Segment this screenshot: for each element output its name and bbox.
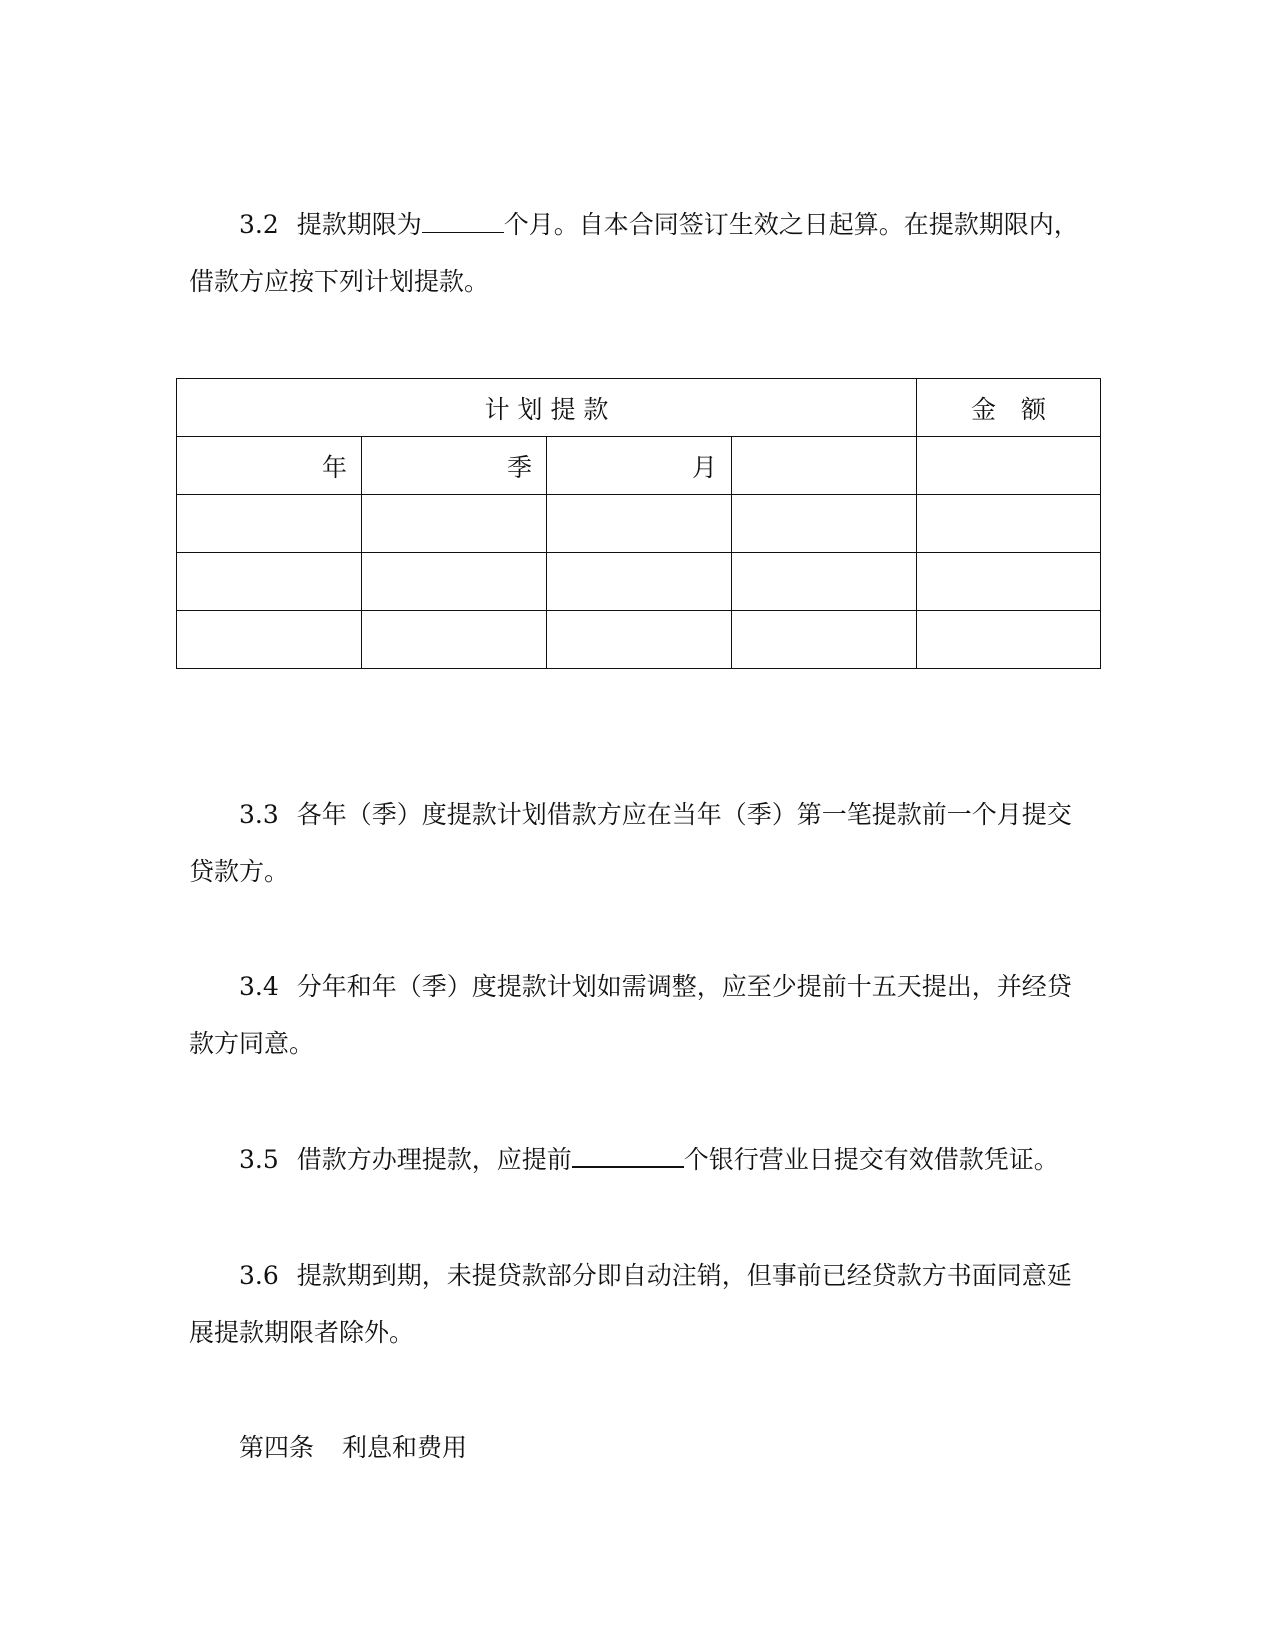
subheader-season: 季 <box>362 437 547 495</box>
clause-3-3: 3.3 各年（季）度提款计划借款方应在当年（季）第一笔提款前一个月提交贷款方。 <box>189 800 1072 886</box>
article-4-heading <box>189 1419 1079 1476</box>
clause-3-5: 3.5 借款方办理提款，应提前 个银行营业日提交有效借款凭证。 <box>239 1145 1059 1174</box>
table-cell <box>732 553 917 611</box>
article-label: 第四条 <box>239 1433 315 1462</box>
clause-number: 3.3 <box>239 800 279 829</box>
clause-number: 3.5 <box>239 1145 279 1174</box>
table-row <box>177 553 1101 611</box>
article-title: 利息和费用 <box>342 1433 468 1462</box>
table-cell <box>732 437 917 495</box>
table-cell <box>917 495 1101 553</box>
table-cell <box>362 611 547 669</box>
clause-3-4: 3.4 分年和年（季）度提款计划如需调整，应至少提前十五天提出，并经贷款方同意。 <box>189 972 1072 1058</box>
table-cell <box>547 611 732 669</box>
withdrawal-plan-table <box>176 378 1101 669</box>
clause-3-6: 3.6 提款期到期，未提贷款部分即自动注销，但事前已经贷款方书面同意延展提款期限者除外。 <box>189 1261 1072 1347</box>
header-amount: 金 额 <box>917 379 1101 437</box>
subheader-month: 月 <box>547 437 732 495</box>
clause-number: 3.4 <box>239 972 279 1001</box>
table-cell <box>547 553 732 611</box>
table-row <box>177 611 1101 669</box>
table-header-row <box>177 379 1101 437</box>
table-cell <box>177 611 362 669</box>
table-cell <box>917 437 1101 495</box>
table-cell <box>547 495 732 553</box>
blank-months <box>422 210 504 233</box>
table-cell <box>362 495 547 553</box>
subheader-year: 年 <box>177 437 362 495</box>
table-cell <box>732 495 917 553</box>
table-cell <box>177 553 362 611</box>
table-cell <box>917 553 1101 611</box>
header-plan: 计 划 提 款 <box>177 379 917 437</box>
clause-number: 3.2 <box>239 210 279 239</box>
table-cell <box>362 553 547 611</box>
table-subheader-row <box>177 437 1101 495</box>
blank-business-days <box>572 1144 684 1168</box>
clause-number: 3.6 <box>239 1261 279 1290</box>
table-cell <box>177 495 362 553</box>
table-cell <box>732 611 917 669</box>
clause-3-2: 3.2 提款期限为 个月。自本合同签订生效之日起算。在提款期限内，借款方应按下列计划提款。 <box>189 210 1079 296</box>
table-row <box>177 495 1101 553</box>
table-cell <box>917 611 1101 669</box>
